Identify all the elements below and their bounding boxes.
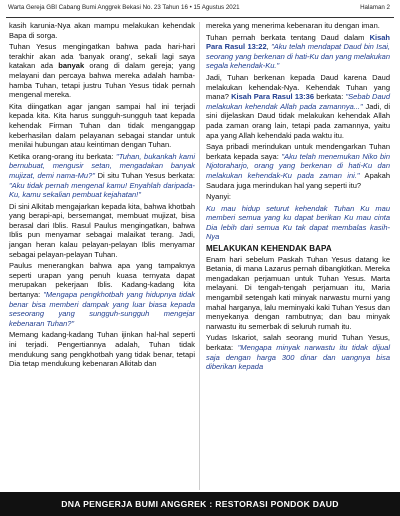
- quote-text: "Mengapa pengkhotbah yang hidupnya tidak benar bisa memberi dampak yang luar biasa kepada seseorang yang sungguh-sungguh mengejar kebenaran Tuhan?": [9, 290, 195, 328]
- paragraph-text: Jadi, Tuhan berkenan kepada Daud karena Daud melakukan kehendak-Nya. Kehendak Tuhan yang mana?: [206, 72, 390, 102]
- paragraph: [9, 152, 195, 200]
- song-lyrics: Ku mau hidup seturut kehendak Tuhan Ku mau memberi semua yang ku dapat berikan Ku mau cinta Dia lebih dari semua Ku tak dapat membalas kasih-Nya: [206, 203, 390, 242]
- paragraph: [9, 21, 195, 40]
- paragraph-text: kasih karunia-Nya akan mampu melakukan kehendak Bapa di sorga.: [9, 21, 195, 40]
- scripture-quote: "Tuhan, bukankah kami bernubuat, mengusir setan, mengadakan banyak mujizat, demi nama-Mu?": [9, 151, 195, 180]
- paragraph-text: Jadi, di sini dijelaskan Daud tidak melakukan kehendak Allah pada zaman orang lain, tetapi pada zamannya, yaitu apa yang Allah kehendaki pada waktu itu.: [206, 101, 390, 140]
- scripture-quote: "Aku tidak pernah mengenal kamu! Enyahlah daripada-Ku, kamu sekalian pembuat kejahatan!": [9, 180, 195, 200]
- left-column: [9, 21, 195, 371]
- footer-banner: DNA PENGERJA BUMI ANGGREK : RESTORASI PONDOK DAUD: [0, 492, 400, 516]
- emphasis-text: banyak: [58, 61, 85, 71]
- scripture-quote: "Aku telah mendapat Daud bin Isai, seorang yang berkenan di hati-Ku dan yang melakukan segala kehendak-Ku.": [206, 42, 390, 71]
- paragraph-text: ,: [266, 42, 272, 52]
- paragraph-text: berkata:: [314, 92, 346, 102]
- song-label: Nyanyi:: [206, 192, 232, 202]
- quote-text: "Aku telah menemukan Niko bin Njotoraharjo, orang yang berkenan di hati-Ku dan melakukan kehendak-Ku pada zaman ini.": [206, 151, 390, 180]
- paragraph: [206, 333, 390, 371]
- scripture-reference: Kisah Para Rasul 13:36: [231, 92, 315, 102]
- paragraph-text: Tuhan Yesus mengingatkan bahwa pada hari-hari terakhir akan ada 'banyak orang', sekali lagi saya katakan ada: [9, 42, 195, 71]
- paragraph-text: Paulus menerangkan bahwa apa yang tampaknya seperti urapan yang penuh kuasa ternyata dapat merupakan pekerjaan Iblis. Kadang-kadang kita bertanya:: [9, 261, 195, 300]
- paragraph: [206, 73, 390, 140]
- header-rule: [6, 17, 394, 18]
- paragraph: [206, 33, 390, 71]
- paragraph: [9, 261, 195, 328]
- paragraph-text: Apakah Saudara juga merindukan hal yang seperti itu?: [206, 170, 390, 190]
- scripture-quote: "Sebab Daud melakukan kehendak Allah pada zamannya...": [206, 92, 390, 111]
- page-header: [0, 0, 400, 16]
- paragraph-text: Kita diingatkan agar jangan sampai hal ini terjadi kepada kita. Kita harus sungguh-sungguh taat kepada kehendak Firman Tuhan dan tidak menganggap keberhasilan dalam pelayanan sebagai standar untuk menilai hubungan atau keintiman dengan Tuhan.: [9, 101, 195, 150]
- paragraph-text: Di situ Tuhan Yesus berkata:: [94, 170, 195, 180]
- right-column: [206, 21, 390, 374]
- paragraph: [206, 21, 390, 31]
- paragraph: [9, 42, 195, 100]
- paragraph: [206, 142, 390, 190]
- paragraph: [9, 330, 195, 368]
- paragraph: [206, 255, 390, 332]
- paragraph-text: Enam hari sebelum Paskah Tuhan Yesus datang ke Betania, di mana Lazarus pernah dibangkitkan. Mereka mengadakan perjamuan untuk Tuhan Yesus. Marta melayani. Di tengah-tengah perjamuan itu, Maria mengambil setengah kati minyak narwastu murni yang mahal harganya, lalu meminyaki kaki Tuhan Yesus dan menyekanya dengan rambutnya; dan bau minyak narwastu itu semerbak di seluruh rumah itu.: [206, 254, 390, 331]
- paragraph-text: Memang kadang-kadang Tuhan ijinkan hal-hal seperti ini terjadi. Pengertiannya adalah, Tuhan tidak mendukung sang pengkhotbah yang tidak benar, tetapi Dia tetap mendukung kebenaran Alkitab dan: [9, 330, 195, 369]
- paragraph-text: Yudas Iskariot, salah seorang murid Tuhan Yesus, berkata:: [206, 333, 390, 352]
- paragraph-text: mereka yang menerima kebenaran itu dengan iman.: [206, 21, 380, 30]
- header-page-number: Halaman 2: [360, 4, 390, 11]
- scripture-reference: Kisah Para Rasul 13:22: [206, 32, 390, 52]
- paragraph: [9, 102, 195, 150]
- paragraph-text: Tuhan pernah berkata tentang Daud dalam: [206, 32, 370, 42]
- paragraph-text: orang di dalam gereja; yang melayani dan percaya bahwa mereka adalah hamba-hamba Tuhan, tetapi justru Tuhan Yesus tidak pernah mengenal mereka.: [9, 61, 196, 100]
- paragraph-text: Di sini Alkitab mengajarkan kepada kita, bahwa khotbah yang berapi-api, bersemangat, membuat mujizat, bisa berasal dari Iblis. Rasul Paulus mengingatkan, bahwa Iblis pun menyamar sebagai malaikat terang. Jadi, jangan heran kalau pelayan-pelayan Iblis menyamar sebagai pelayan-pelayan Tuhan.: [9, 201, 195, 259]
- paragraph: [9, 202, 195, 260]
- paragraph-text: Saya pribadi merindukan untuk mendengarkan Tuhan berkata kepada saya:: [206, 142, 390, 161]
- paragraph-text: Ketika orang-orang itu berkata:: [9, 151, 117, 161]
- header-publication-info: Warta Gereja GBI Cabang Bumi Anggrek Bekasi No. 23 Tahun 16 • 15 Agustus 2021: [8, 4, 240, 11]
- scripture-quote: "Mengapa minyak narwastu itu tidak dijual saja dengan harga 300 dinar dan uangnya bisa diberikan kepada: [206, 343, 390, 372]
- section-heading: MELAKUKAN KEHENDAK BAPA: [206, 244, 332, 254]
- column-divider: [199, 22, 200, 490]
